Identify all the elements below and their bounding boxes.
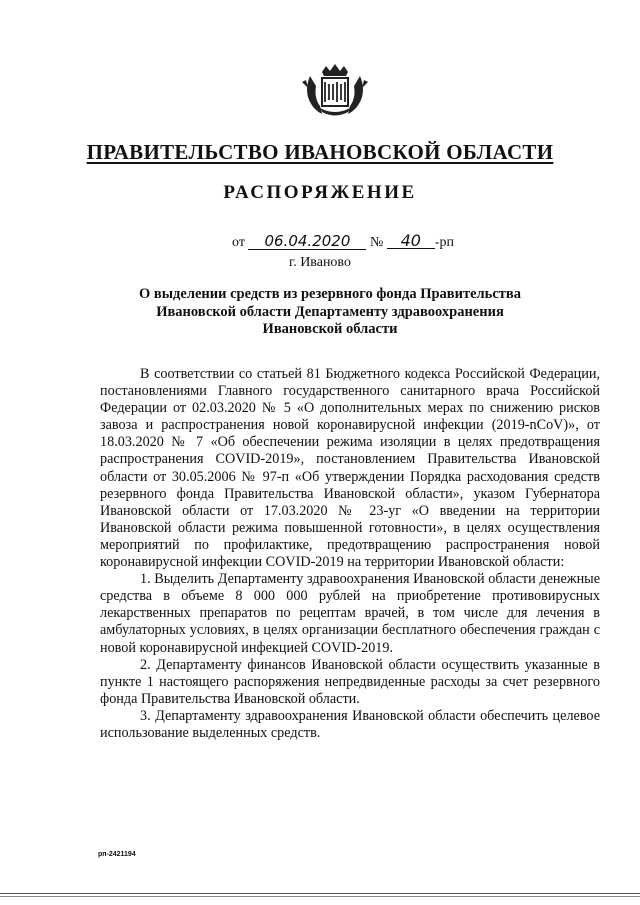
organization-title: ПРАВИТЕЛЬСТВО ИВАНОВСКОЙ ОБЛАСТИ <box>86 140 554 164</box>
document-body <box>100 366 600 742</box>
paragraph-item-1: 1. Выделить Департаменту здравоохранения Ивановской области денежные средства в объеме 8 000 000 рублей на приобретение противовирусных лекарственных препаратов по рецептам врачей, в том числе для лечения в амбулаторных условиях, в целях организации бесплатного обеспечения граждан с новой коронавирусной инфекцией COVID-2019. <box>100 571 600 656</box>
handwritten-number: 40 <box>387 233 435 249</box>
handwritten-date: 06.04.2020 <box>248 234 366 250</box>
date-prefix: от <box>232 235 245 250</box>
number-sign: № <box>369 235 384 250</box>
bottom-divider-secondary <box>0 896 640 897</box>
paragraph-item-3: 3. Департаменту здравоохранения Ивановской области обеспечить целевое использование выделенных средств. <box>100 707 600 741</box>
number-suffix: -рп <box>434 235 454 250</box>
document-subject: О выделении средств из резервного фонда Правительства Ивановской области Департаменту здравоохранения Ивановской области <box>139 286 521 337</box>
bottom-divider <box>0 893 640 894</box>
document-type: РАСПОРЯЖЕНИЕ <box>223 182 417 203</box>
city: г. Иваново <box>289 255 351 270</box>
coat-of-arms-emblem <box>300 62 370 120</box>
paragraph-preamble: В соответствии со статьей 81 Бюджетного кодекса Российской Федерации, постановлениями Главного государственного санитарного врача Российской Федерации от 02.03.2020 № 5 «О дополнительных мерах по снижению рисков завоза и распространения новой коронавирусной инфекции (2019-nCoV)», от 18.03.2020 № 7 «Об обеспечении режима изоляции в целях предотвращения распространения COVID-2019», постановлением Правительства Ивановской области от 30.05.2006 № 97-п «Об утверждении Порядка расходования средств резервного фонда Правительства Ивановской области», указом Губернатора Ивановской области от 17.03.2020 № 23-уг «О введении на территории Ивановской области режима повышенной готовности», в целях осуществления мероприятий по профилактике, предотвращению распространения новой коронавирусной инфекции COVID-2019 на территории Ивановской области: <box>100 366 600 571</box>
footer-document-code: рп-2421194 <box>98 851 136 858</box>
paragraph-item-2: 2. Департаменту финансов Ивановской области осуществить указанные в пункте 1 настоящего распоряжения непредвиденные расходы за счет резервного фонда Правительства Ивановской области. <box>100 656 600 707</box>
document-date-number-line <box>232 233 454 251</box>
